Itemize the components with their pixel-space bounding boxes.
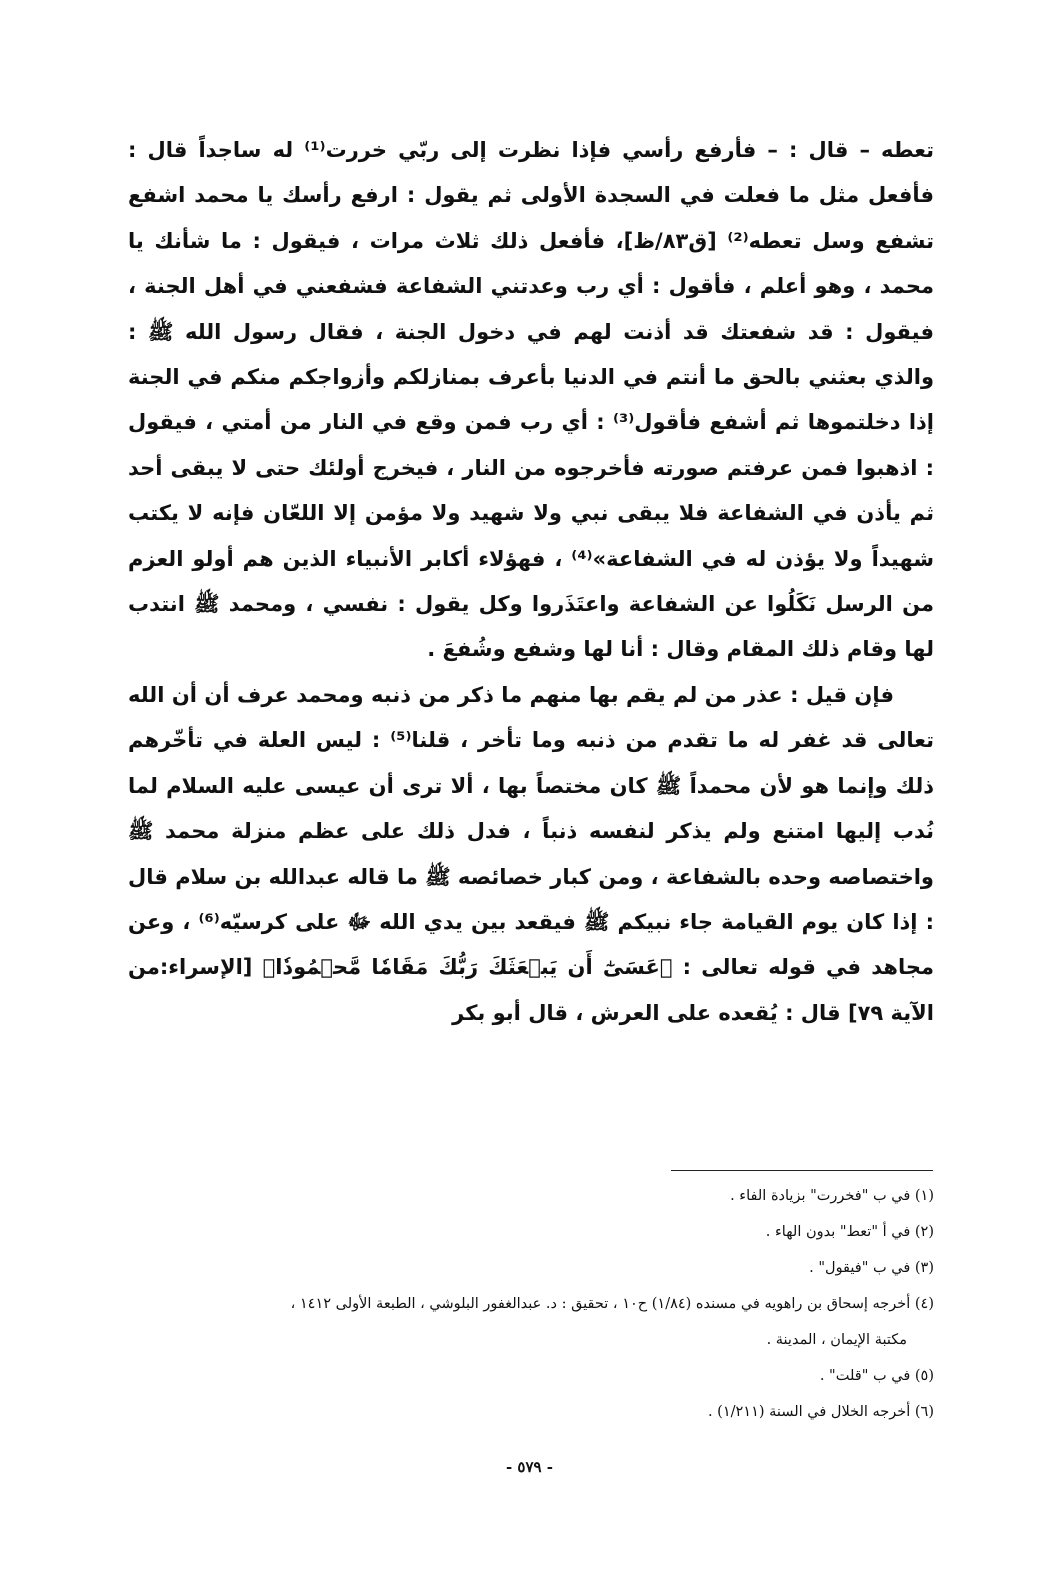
page-number: - ٥٧٩ - [505, 1458, 554, 1476]
footnote-separator [671, 1170, 933, 1171]
paragraph-2: فإن قيل : عذر من لم يقم بها منهم ما ذكر من ذنبه ومحمد عرف أن أن الله تعالى قد غفر له ما تقدم من ذنبه وما تأخر ، قلنا⁽⁵⁾ : ليس العلة في تأخّرهم ذلك وإنما هو لأن محمداً ﷺ كان مختصاً بها ، ألا ترى أن عيسى عليه السلام لما نُدب إليها امتنع ولم يذكر لنفسه ذنباً ، فدل ذلك على عظم منزلة محمد ﷺ واختصاصه وحده بالشفاعة ، ومن كبار خصائصه ﷺ ما قاله عبدالله بن سلام قال : إذا كان يوم القيامة جاء نبيكم ﷺ فيقعد بين يدي الله ﷻ على كرسيّه⁽⁶⁾ ، وعن مجاهد في قوله تعالى : ﴿عَسَىٰٓ أَن يَبۡعَثَكَ رَبُّكَ مَقَامٗا مَّحۡمُودٗا﴾ [الإسراء:من الآية ٧٩] قال : يُقعده على العرش ، قال أبو بكر [128, 682, 934, 1025]
footnote-6: (٦) أخرجه الخلال في السنة (١/٢١١) . [707, 1404, 934, 1420]
footnote-1: (١) في ب "فخررت" بزيادة الفاء . [730, 1188, 934, 1204]
footnote-4: (٤) أخرجه إسحاق بن راهويه في مسنده (١/٨٤) ح١٠ ، تحقيق : د. عبدالغفور البلوشي ، الطبعة الأولى ١٤١٢ ، [290, 1296, 934, 1312]
paragraph-1: تعطه – قال : – فأرفع رأسي فإذا نظرت إلى ربّي خررت⁽¹⁾ له ساجداً قال : فأفعل مثل ما فعلت في السجدة الأولى ثم يقول : ارفع رأسك يا محمد اشفع تشفع وسل تعطه⁽²⁾ [ق٨٣/ظ]، فأفعل ذلك ثلاث مرات ، فيقول : ما شأنك يا محمد ، وهو أعلم ، فأقول : أي رب وعدتني الشفاعة فشفعني في أهل الجنة ، فيقول : قد شفعتك قد أذنت لهم في دخول الجنة ، فقال رسول الله ﷺ : والذي بعثني بالحق ما أنتم في الدنيا بأعرف بمنازلكم وأزواجكم منكم في الجنة إذا دخلتموها ثم أشفع فأقول⁽³⁾ : أي رب فمن وقع في النار من أمتي ، فيقول : اذهبوا فمن عرفتم صورته فأخرجوه من النار ، فيخرج أولئك حتى لا يبقى أحد ثم يأذن في الشفاعة فلا يبقى نبي ولا شهيد ولا مؤمن إلا اللعّان فإنه لا يكتب شهيداً ولا يؤذن له في الشفاعة»⁽⁴⁾ ، فهؤلاء أكابر الأنبياء الذين هم أولو العزم من الرسل نَكَلُوا عن الشفاعة واعتَذَروا وكل يقول : نفسي ، ومحمد ﷺ انتدب لها وقام ذلك المقام وقال : أنا لها وشفع وشُفعَ . [128, 138, 935, 662]
footnote-3: (٣) في ب "فيقول" . [809, 1260, 934, 1276]
footnote-2: (٢) في أ "تعط" بدون الهاء . [765, 1224, 934, 1240]
main-text [128, 128, 934, 1036]
footnote-4-continuation: مكتبة الإيمان ، المدينة . [766, 1332, 907, 1348]
footnotes [128, 1178, 934, 1430]
footnote-5: (٥) في ب "قلت" . [819, 1368, 934, 1384]
